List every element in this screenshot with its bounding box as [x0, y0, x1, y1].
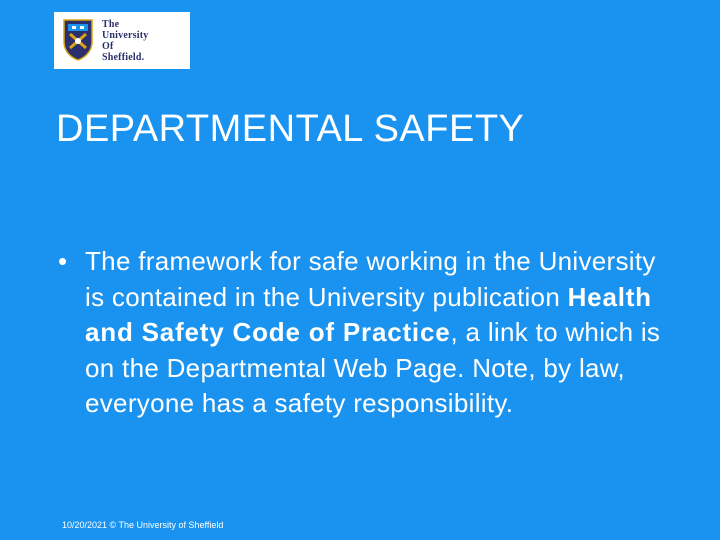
bullet-text-part1: The framework for safe working in the University is contained in the University publication — [85, 246, 656, 312]
slide-footer: 10/20/2021 © The University of Sheffield — [62, 520, 224, 530]
bullet-list — [58, 244, 668, 422]
slide-title: DEPARTMENTAL SAFETY — [56, 108, 525, 150]
logo-line: The — [102, 19, 120, 30]
logo-line: University — [102, 30, 149, 41]
university-logo — [54, 12, 190, 69]
crest-icon — [62, 18, 94, 62]
logo-line: Sheffield. — [102, 52, 145, 63]
logo-line: Of — [102, 41, 114, 52]
logo-wordmark — [102, 19, 148, 63]
bullet-item — [58, 244, 668, 422]
bullet-mark: • — [58, 246, 68, 276]
code-of-practice-title: Health and Safety Code of Practice — [85, 281, 652, 347]
bullet-text-part2: , a link to which is on the Departmental Web Page. Note, by law, everyone has a safety responsibility. — [85, 317, 661, 418]
